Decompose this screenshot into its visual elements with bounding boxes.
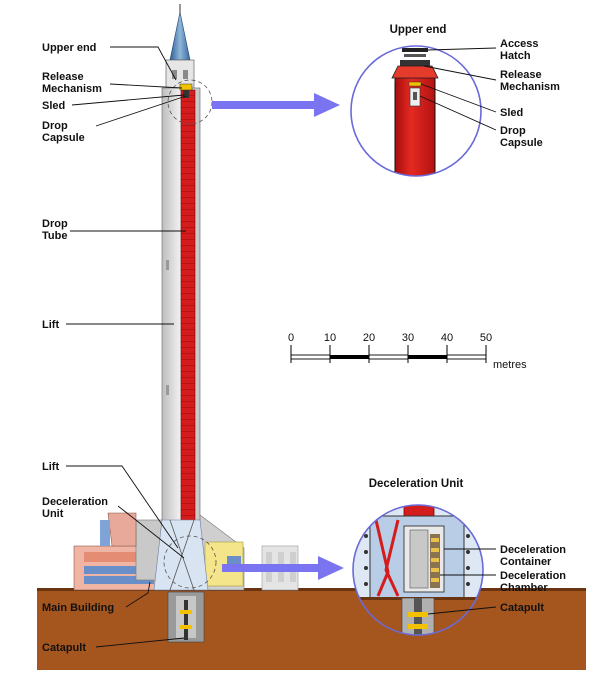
label-drop-capsule-detail-2: Capsule bbox=[500, 137, 543, 149]
label-release-detail-1: Release bbox=[500, 69, 542, 81]
ground bbox=[37, 588, 586, 670]
tower bbox=[154, 4, 208, 642]
label-deceleration-container-1: Deceleration bbox=[500, 544, 567, 556]
label-deceleration-unit-2: Unit bbox=[42, 508, 64, 520]
scale-bar bbox=[288, 332, 527, 371]
scale-tick-label: 10 bbox=[323, 332, 337, 344]
label-drop-tube-2: Tube bbox=[42, 230, 68, 242]
label-drop-capsule-1: Drop bbox=[42, 120, 68, 132]
label-main-building: Main Building bbox=[42, 602, 115, 614]
scale-tick-label: 30 bbox=[401, 332, 415, 344]
label-access-hatch-2: Hatch bbox=[500, 50, 531, 62]
label-release-detail-2: Mechanism bbox=[500, 81, 560, 93]
arrow-upper bbox=[212, 93, 340, 117]
label-catapult: Catapult bbox=[42, 642, 86, 654]
label-deceleration-chamber-2: Chamber bbox=[500, 582, 548, 594]
label-drop-capsule-detail-1: Drop bbox=[500, 125, 526, 137]
label-lift-lower: Lift bbox=[42, 461, 60, 473]
label-sled-detail: Sled bbox=[500, 107, 524, 119]
label-drop-tube-1: Drop bbox=[42, 218, 68, 230]
drop-tube bbox=[181, 90, 195, 528]
upper-detail bbox=[351, 24, 560, 190]
label-drop-capsule-2: Capsule bbox=[42, 132, 85, 144]
upper-detail-title: Upper end bbox=[389, 24, 447, 36]
scale-tick-label: 0 bbox=[287, 332, 295, 344]
label-deceleration-container-2: Container bbox=[500, 556, 552, 568]
label-deceleration-chamber-1: Deceleration bbox=[500, 570, 567, 582]
label-deceleration-unit-1: Deceleration bbox=[42, 496, 109, 508]
label-release-mechanism-2: Mechanism bbox=[42, 83, 102, 95]
scale-unit: metres bbox=[493, 359, 527, 371]
label-upper-end: Upper end bbox=[42, 42, 97, 54]
label-catapult-detail: Catapult bbox=[500, 602, 544, 614]
label-release-mechanism-1: Release bbox=[42, 71, 84, 83]
label-access-hatch-1: Access bbox=[500, 38, 539, 50]
label-sled: Sled bbox=[42, 100, 66, 112]
scale-tick-label: 20 bbox=[362, 332, 376, 344]
scale-tick-label: 40 bbox=[440, 332, 454, 344]
label-lift-upper: Lift bbox=[42, 319, 60, 331]
scale-tick-label: 50 bbox=[479, 332, 493, 344]
lower-detail-title: Deceleration Unit bbox=[368, 478, 464, 490]
